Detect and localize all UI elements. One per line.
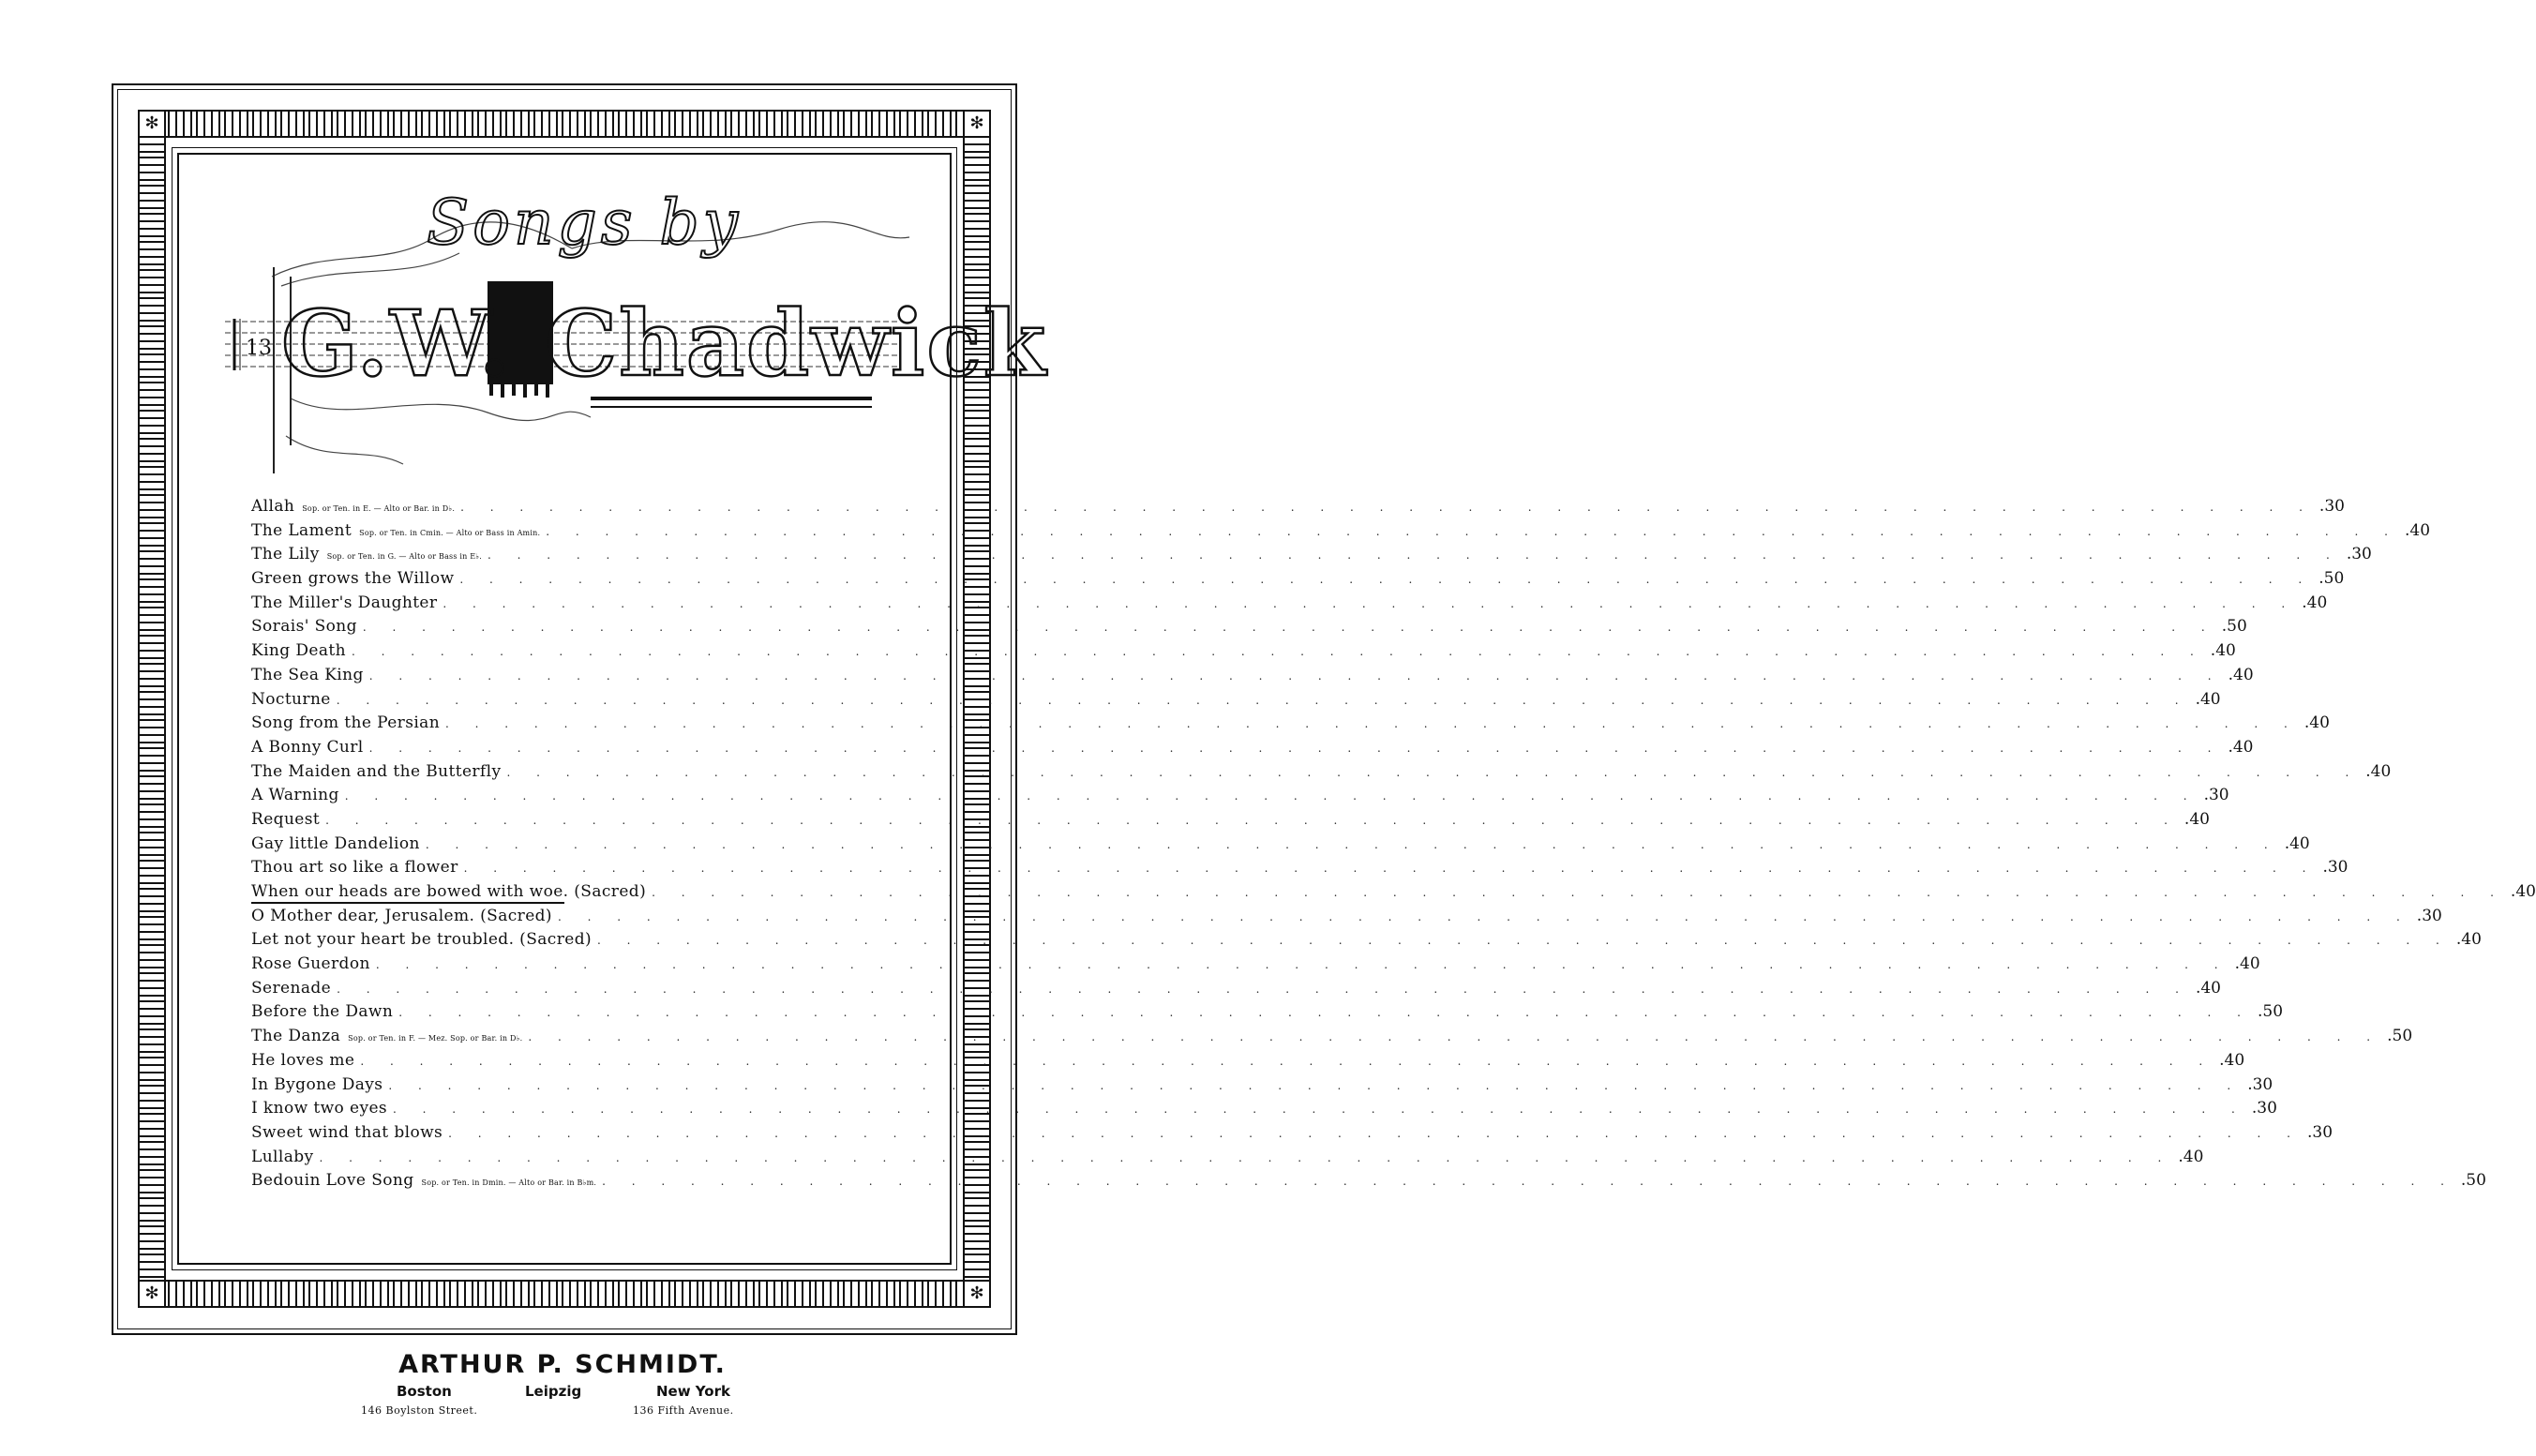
song-title: Rose Guerdon <box>251 954 370 974</box>
song-price: .40 <box>2365 761 2392 781</box>
corner-ornament-icon: ✻ <box>963 1280 991 1308</box>
address-boston: 146 Boylston Street. <box>361 1404 478 1417</box>
list-item <box>251 978 2221 1003</box>
song-title: O Mother dear, Jerusalem. (Sacred) <box>251 906 552 925</box>
song-price: .40 <box>2195 978 2221 998</box>
title-artwork <box>216 164 1048 492</box>
city-new-york: New York <box>656 1383 730 1400</box>
dot-leader <box>460 501 2314 514</box>
list-item <box>251 1147 2204 1172</box>
song-price: .30 <box>2247 1074 2273 1094</box>
song-title: Song from the Persian <box>251 713 441 733</box>
city-leipzig: Leipzig <box>525 1383 582 1400</box>
dot-leader <box>546 525 2399 538</box>
dot-leader <box>352 645 2205 658</box>
song-title: A Warning <box>251 786 339 805</box>
dot-leader <box>464 862 2318 875</box>
list-item <box>251 593 2328 618</box>
list-item <box>251 665 2254 690</box>
song-title: Thou art so like a flower <box>251 858 458 878</box>
list-item <box>251 713 2330 738</box>
song-price: .50 <box>2318 569 2345 589</box>
dot-leader <box>393 1103 2246 1116</box>
list-item <box>251 858 2348 882</box>
city-boston: Boston <box>397 1383 452 1400</box>
list-item <box>251 1122 2333 1148</box>
list-item <box>251 930 2482 954</box>
list-item <box>251 1002 2284 1027</box>
list-item <box>251 809 2210 834</box>
title-songs-by: Songs by <box>427 187 743 259</box>
song-title: In Bygone Days <box>251 1074 383 1094</box>
song-title: King Death <box>251 641 346 661</box>
dot-leader <box>426 838 2279 851</box>
song-price: .30 <box>2322 858 2348 878</box>
song-price: .50 <box>2258 1002 2284 1022</box>
song-title: Lullaby <box>251 1147 314 1166</box>
title-underline-thin <box>591 406 872 408</box>
song-title: The Danza <box>251 1027 341 1046</box>
song-price: .30 <box>2251 1099 2277 1118</box>
list-item <box>251 497 2345 521</box>
song-title: A Bonny Curl <box>251 737 364 757</box>
song-price: .50 <box>2221 617 2247 637</box>
greek-key-border-bottom <box>138 1280 991 1308</box>
dot-leader <box>369 742 2223 755</box>
dot-leader <box>459 573 2313 586</box>
list-item <box>251 737 2254 762</box>
voice-range: Sop. or Ten. in F. — Mez. Sop. or Bar. in D♭. <box>348 1034 523 1043</box>
song-price: .30 <box>2318 497 2345 516</box>
dot-leader <box>369 669 2223 683</box>
dot-leader <box>398 1006 2252 1019</box>
song-list <box>251 497 2536 1195</box>
corner-ornament-icon: ✻ <box>963 110 991 138</box>
dot-leader <box>388 1079 2242 1092</box>
song-title: Allah <box>251 497 295 516</box>
song-title: The Sea King <box>251 665 364 684</box>
list-item <box>251 689 2221 714</box>
song-price: .40 <box>2228 665 2254 684</box>
song-price: .40 <box>2405 520 2431 540</box>
song-title: I know two eyes <box>251 1099 388 1118</box>
list-item <box>251 761 2392 787</box>
song-title: Bedouin Love Song <box>251 1171 414 1191</box>
song-title: The Lily <box>251 545 320 564</box>
dot-leader <box>337 694 2190 707</box>
song-title: Sorais' Song <box>251 617 357 637</box>
list-item <box>251 786 2229 810</box>
dot-leader <box>602 1175 2455 1188</box>
dot-leader <box>376 958 2229 971</box>
song-title: Gay little Dandelion <box>251 833 420 853</box>
dot-leader <box>320 1151 2173 1164</box>
song-price: .40 <box>2178 1147 2204 1166</box>
list-item <box>251 1171 2486 1195</box>
dot-leader <box>325 814 2179 827</box>
list-item <box>251 569 2345 593</box>
list-item <box>251 954 2260 979</box>
song-price: .40 <box>2302 593 2328 612</box>
song-title: The Maiden and the Butterfly <box>251 761 502 781</box>
dot-leader <box>448 1127 2302 1140</box>
pencil-underline <box>251 902 564 904</box>
song-price: .40 <box>2510 882 2536 901</box>
list-item <box>251 545 2372 569</box>
song-price: .40 <box>2195 689 2221 709</box>
song-title: Request <box>251 809 321 829</box>
dot-leader <box>652 886 2505 899</box>
song-price: .40 <box>2284 833 2310 853</box>
song-title: Serenade <box>251 978 332 998</box>
song-price: .30 <box>2346 545 2372 564</box>
song-price: .30 <box>2416 906 2442 925</box>
dot-leader <box>558 910 2411 923</box>
list-item <box>251 1050 2245 1075</box>
song-title: Sweet wind that blows <box>251 1122 443 1142</box>
composer-name: G.W. Chadwick <box>281 291 1048 397</box>
song-title: Green grows the Willow <box>251 569 455 589</box>
list-item <box>251 906 2442 931</box>
dot-leader <box>445 717 2299 730</box>
dot-leader <box>488 548 2341 562</box>
song-price: .40 <box>2210 641 2236 661</box>
dot-leader <box>528 1030 2381 1043</box>
dot-leader <box>360 1055 2213 1068</box>
list-item <box>251 1074 2273 1100</box>
publisher-name: ARTHUR P. SCHMIDT. <box>398 1350 727 1379</box>
song-price: .40 <box>2183 809 2210 829</box>
dot-leader <box>363 621 2216 634</box>
voice-range: Sop. or Ten. in Cmin. — Alto or Bass in Amin. <box>359 528 541 537</box>
song-title: When our heads are bowed with woe. (Sacred) <box>251 882 647 901</box>
dot-leader <box>345 789 2198 803</box>
song-title: The Miller's Daughter <box>251 593 438 612</box>
title-underline <box>591 397 872 400</box>
song-price: .50 <box>2460 1171 2486 1191</box>
song-title: He loves me <box>251 1050 355 1070</box>
list-item <box>251 641 2236 666</box>
song-price: .40 <box>2219 1050 2245 1070</box>
list-item <box>251 882 2536 907</box>
greek-key-border-top <box>138 110 991 138</box>
address-new-york: 136 Fifth Avenue. <box>633 1404 734 1417</box>
song-price: .50 <box>2387 1027 2413 1046</box>
voice-range: Sop. or Ten. in E. — Alto or Bar. in D♭. <box>302 504 456 513</box>
greek-key-border-left <box>138 138 166 1280</box>
song-price: .40 <box>2234 954 2260 974</box>
song-price: .40 <box>2455 930 2482 950</box>
list-item <box>251 520 2431 546</box>
corner-ornament-icon: ✻ <box>138 110 166 138</box>
list-item <box>251 1027 2413 1051</box>
song-title: Nocturne <box>251 689 331 709</box>
song-title: Let not your heart be troubled. (Sacred) <box>251 930 593 950</box>
dot-leader <box>597 934 2451 947</box>
dot-leader <box>337 983 2190 996</box>
corner-ornament-icon: ✻ <box>138 1280 166 1308</box>
song-price: .40 <box>2228 737 2254 757</box>
plate-number: 13 <box>246 337 272 360</box>
song-price: .40 <box>2303 713 2330 733</box>
list-item <box>251 1099 2277 1123</box>
voice-range: Sop. or Ten. in G. — Alto or Bass in E♭. <box>326 552 483 562</box>
dot-leader <box>443 597 2296 610</box>
song-title: Before the Dawn <box>251 1002 394 1022</box>
list-item <box>251 617 2247 641</box>
song-price: .30 <box>2306 1122 2333 1142</box>
song-price: .30 <box>2203 786 2229 805</box>
dot-leader <box>506 766 2360 779</box>
voice-range: Sop. or Ten. in Dmin. — Alto or Bar. in B♭m. <box>421 1178 597 1188</box>
list-item <box>251 833 2310 859</box>
song-title: The Lament <box>251 520 353 540</box>
